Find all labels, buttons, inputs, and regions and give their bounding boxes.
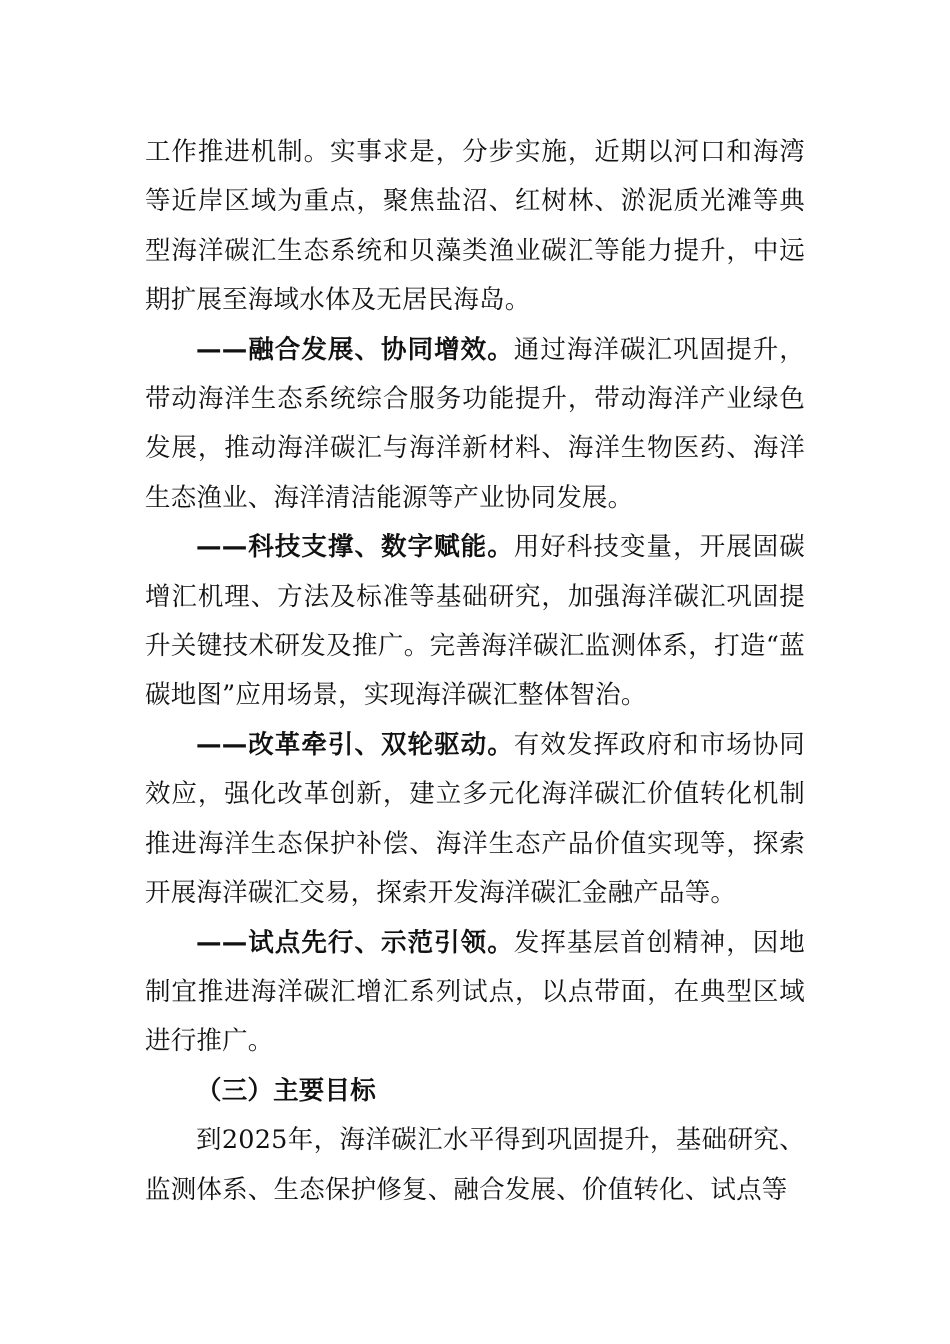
section-heading-main-goals: （三）主要目标 bbox=[196, 1075, 376, 1106]
paragraph-goals: 到2025年，海洋碳汇水平得到巩固提升，基础研究、监测体系、生态保护修复、融合发展、价值转化、试点等 bbox=[145, 1125, 805, 1205]
paragraph-reform bbox=[145, 721, 805, 919]
paragraph-intro-text: 工作推进机制。实事求是，分步实施，近期以河口和海湾等近岸区域为重点，聚焦盐沼、红树林、淤泥质光滩等典型海洋碳汇生态系统和贝藻类渔业碳汇等能力提升，中远期扩展至海域水体及无居民海岛。 bbox=[145, 137, 805, 316]
principle-lead-pilot: ——试点先行、示范引领。 bbox=[196, 927, 514, 958]
paragraph-integration bbox=[145, 326, 805, 524]
principle-lead-technology: ——科技支撑、数字赋能。 bbox=[196, 532, 514, 563]
paragraph-pilot bbox=[145, 919, 805, 1067]
principle-lead-reform: ——改革牵引、双轮驱动。 bbox=[196, 729, 514, 760]
paragraph-integration-text: 通过海洋碳汇巩固提升，带动海洋生态系统综合服务功能提升，带动海洋产业绿色发展，推动海洋碳汇与海洋新材料、海洋生物医药、海洋生态渔业、海洋清洁能源等产业协同发展。 bbox=[145, 334, 806, 513]
paragraph-technology-text: 用好科技变量，开展固碳增汇机理、方法及标准等基础研究，加强海洋碳汇巩固提升关键技术研发及推广。完善海洋碳汇监测体系，打造“蓝碳地图”应用场景，实现海洋碳汇整体智治。 bbox=[145, 532, 806, 711]
paragraph-intro bbox=[145, 128, 805, 326]
paragraph-reform-text: 有效发挥政府和市场协同效应，强化改革创新，建立多元化海洋碳汇价值转化机制推进海洋生态保护补偿、海洋生态产品价值实现等，探索开展海洋碳汇交易，探索开发海洋碳汇金融产品等。 bbox=[145, 729, 806, 909]
paragraph-technology bbox=[145, 523, 805, 721]
document-body bbox=[145, 128, 805, 1215]
paragraph-pilot-text: 发挥基层首创精神，因地制宜推进海洋碳汇增汇系列试点，以点带面，在典型区域进行推广。 bbox=[145, 927, 806, 1057]
principle-lead-integration: ——融合发展、协同增效。 bbox=[196, 334, 514, 365]
